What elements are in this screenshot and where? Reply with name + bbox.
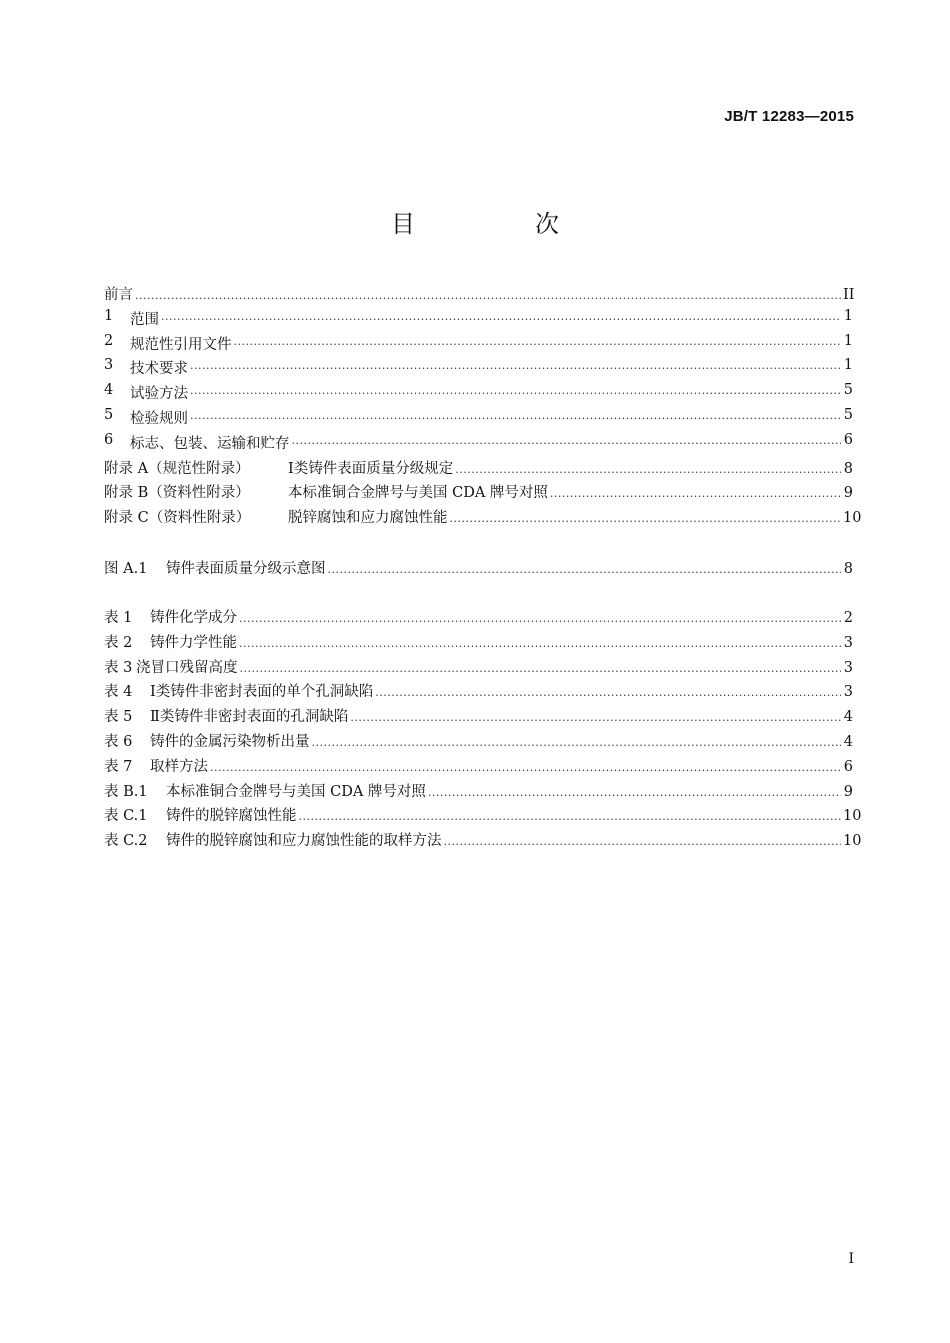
- toc-entry-page: II: [843, 287, 855, 303]
- dot-leader: [234, 335, 842, 348]
- dot-leader: [428, 786, 841, 799]
- toc-entry-table-1[interactable]: [104, 606, 853, 631]
- toc-entry-page: 9: [843, 485, 853, 502]
- toc-entry-text: 标志、包装、运输和贮存: [130, 435, 290, 452]
- toc-entry-text: 前言: [104, 287, 133, 303]
- dot-leader: [375, 686, 841, 699]
- toc-entry-page: 10: [843, 510, 862, 527]
- toc-entry-page: 8: [843, 561, 853, 577]
- toc-entry-5[interactable]: [104, 407, 853, 432]
- toc-entry-number: 6: [104, 431, 114, 448]
- toc-entry-page: 10: [843, 808, 862, 825]
- toc-entry-page: 1: [843, 332, 853, 349]
- toc-entry-text: Ⅰ类铸件非密封表面的单个孔洞缺陷: [150, 684, 374, 701]
- toc-entry-6[interactable]: [104, 432, 853, 457]
- toc-entry-page: 1: [843, 357, 853, 374]
- toc-entry-page: 3: [843, 659, 853, 676]
- toc-entry-table-4[interactable]: [104, 680, 853, 705]
- dot-leader: [450, 512, 842, 525]
- toc-entry-text: 检验规则: [130, 410, 188, 427]
- toc-entry-1[interactable]: [104, 308, 853, 333]
- dot-leader: [292, 434, 842, 447]
- toc-entry-text: 本标准铜合金牌号与美国 CDA 牌号对照: [288, 485, 548, 502]
- toc-entry-number: 附录 A（规范性附录）: [104, 460, 250, 477]
- dot-leader: [161, 310, 841, 323]
- toc-entry-annex-b[interactable]: [104, 481, 853, 506]
- toc-entry-page: 8: [843, 460, 853, 477]
- toc-entry-text: 铸件的脱锌腐蚀性能: [166, 808, 297, 825]
- dot-leader: [550, 487, 841, 500]
- page-number: I: [848, 1251, 854, 1267]
- toc-entry-page: 4: [843, 709, 853, 726]
- toc-entry-text: 脱锌腐蚀和应力腐蚀性能: [288, 510, 448, 527]
- toc-entry-table-b1[interactable]: [104, 780, 853, 805]
- toc-entry-text: 范围: [130, 311, 159, 328]
- toc-entry-annex-c[interactable]: [104, 506, 862, 531]
- dot-leader: [239, 612, 841, 625]
- toc-entry-number: 4: [104, 382, 114, 399]
- toc-entry-number: 表 C.1: [104, 808, 148, 825]
- dot-leader: [239, 637, 841, 650]
- toc-entry-text: 铸件化学成分: [150, 610, 237, 626]
- standard-code: JB/T 12283—2015: [724, 108, 854, 125]
- toc-entry-number: 2: [104, 332, 114, 349]
- toc-entry-page: 5: [843, 382, 853, 399]
- toc-entry-page: 10: [843, 833, 862, 850]
- toc-entry-number: 表 3: [104, 659, 133, 676]
- toc-entry-number: 5: [104, 406, 114, 423]
- toc-entry-page: 4: [843, 733, 853, 750]
- toc-entry-table-c2[interactable]: [104, 829, 862, 854]
- toc-entry-text: 铸件表面质量分级示意图: [166, 561, 326, 577]
- toc-entry-text: 本标准铜合金牌号与美国 CDA 牌号对照: [166, 783, 426, 800]
- dot-leader: [455, 463, 841, 476]
- toc-entry-table-7[interactable]: [104, 755, 853, 780]
- toc-entry-page: 3: [843, 634, 853, 651]
- dot-leader: [328, 563, 842, 576]
- page-title: 目 次: [391, 210, 607, 238]
- toc-entry-number: 表 7: [104, 758, 133, 775]
- toc-entry-table-3[interactable]: [104, 656, 853, 681]
- dot-leader: [350, 711, 841, 724]
- dot-leader: [299, 810, 842, 823]
- toc-entry-table-c1[interactable]: [104, 804, 862, 829]
- toc-entry-2[interactable]: [104, 333, 853, 358]
- dot-leader: [444, 835, 842, 848]
- toc-entry-text: 铸件的脱锌腐蚀和应力腐蚀性能的取样方法: [166, 833, 442, 850]
- toc-entry-text: Ⅱ类铸件非密封表面的孔洞缺陷: [150, 709, 349, 726]
- toc-entry-number: 表 2: [104, 634, 133, 651]
- toc-entry-foreword[interactable]: [104, 283, 853, 308]
- toc-entry-number: 表 6: [104, 733, 133, 750]
- toc-figures-list: [104, 557, 853, 582]
- dot-leader: [135, 289, 841, 302]
- toc-entry-text: Ⅰ类铸件表面质量分级规定: [288, 460, 454, 477]
- toc-entry-3[interactable]: [104, 357, 853, 382]
- toc-entry-figure-a1[interactable]: [104, 557, 853, 582]
- toc-entry-annex-a[interactable]: [104, 457, 853, 482]
- toc-entry-text: 取样方法: [150, 758, 208, 775]
- dot-leader: [240, 662, 842, 675]
- toc-entry-table-2[interactable]: [104, 631, 853, 656]
- toc-entry-number: 表 4: [104, 684, 133, 701]
- toc-entry-page: 2: [843, 610, 853, 626]
- toc-entry-table-6[interactable]: [104, 730, 853, 755]
- toc-main-list: [104, 283, 862, 531]
- toc-entry-table-5[interactable]: [104, 705, 853, 730]
- toc-entry-number: 3: [104, 357, 114, 374]
- toc-entry-text: 铸件的金属污染物析出量: [150, 733, 310, 750]
- toc-entry-page: 1: [843, 307, 853, 324]
- toc-tables-list: [104, 606, 862, 854]
- dot-leader: [190, 384, 841, 397]
- toc-entry-number: 表 B.1: [104, 783, 148, 800]
- toc-entry-number: 表 5: [104, 709, 133, 726]
- dot-leader: [312, 736, 842, 749]
- toc-entry-number: 附录 C（资料性附录）: [104, 510, 251, 527]
- toc-entry-number: 表 C.2: [104, 833, 148, 850]
- toc-entry-number: 1: [104, 307, 114, 324]
- dot-leader: [210, 761, 841, 774]
- toc-entry-page: 5: [843, 406, 853, 423]
- toc-entry-text: 技术要求: [130, 361, 188, 378]
- toc-entry-text: 浇冒口残留高度: [136, 659, 238, 676]
- toc-entry-text: 铸件力学性能: [150, 634, 237, 651]
- toc-entry-4[interactable]: [104, 382, 853, 407]
- dot-leader: [190, 409, 841, 422]
- toc-entry-page: 9: [843, 783, 853, 800]
- toc-entry-number: 图 A.1: [104, 561, 148, 577]
- toc-entry-text: 试验方法: [130, 386, 188, 403]
- dot-leader: [190, 359, 841, 372]
- toc-entry-text: 规范性引用文件: [130, 336, 232, 353]
- toc-entry-page: 6: [843, 431, 853, 448]
- toc-entry-page: 6: [843, 758, 853, 775]
- toc-entry-number: 表 1: [104, 610, 133, 626]
- toc-entry-number: 附录 B（资料性附录）: [104, 485, 250, 502]
- toc-entry-page: 3: [843, 684, 853, 701]
